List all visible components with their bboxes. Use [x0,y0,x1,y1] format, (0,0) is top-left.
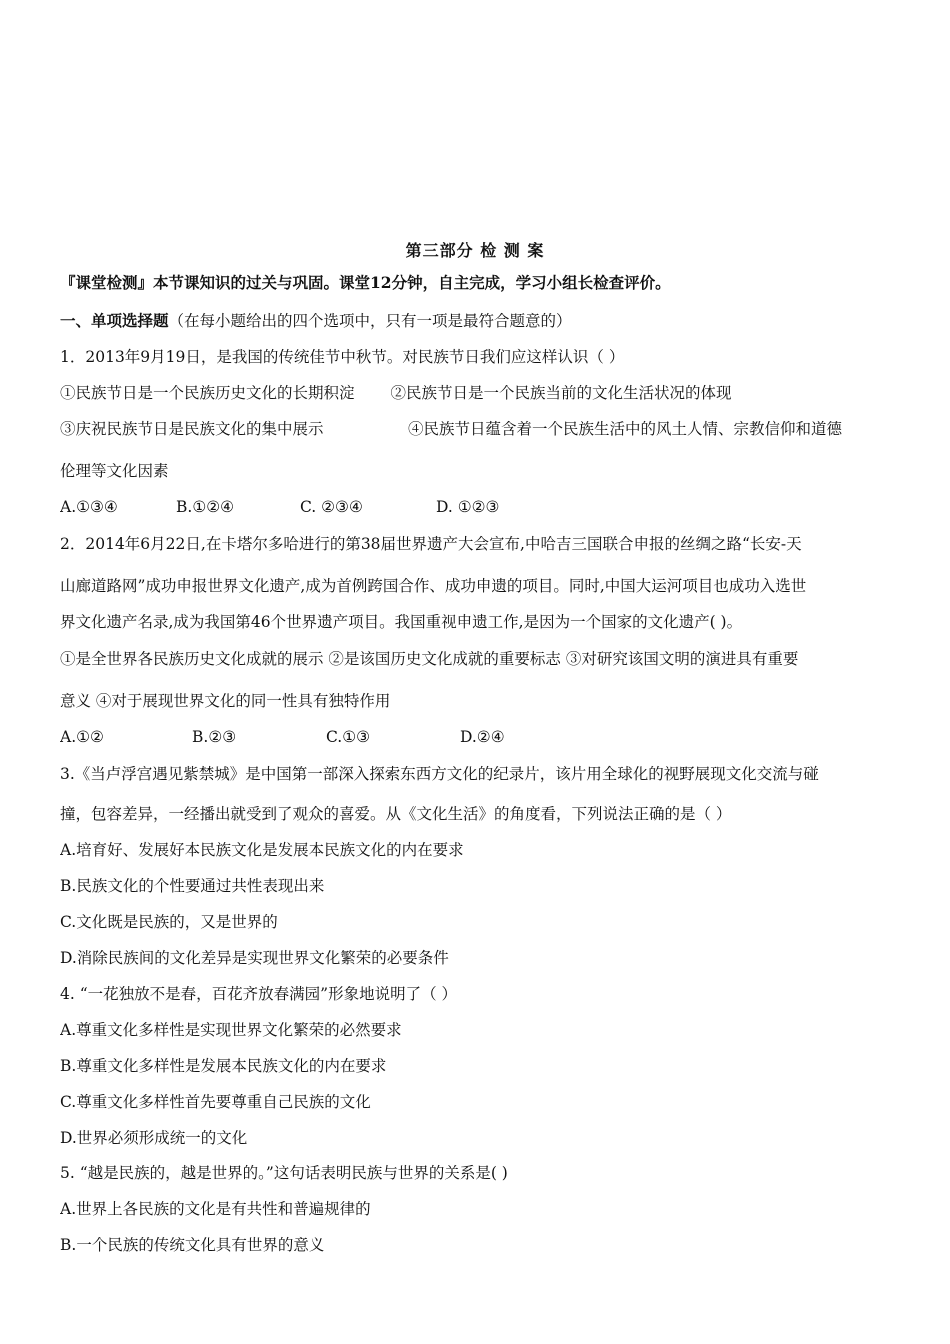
q1-statement-row [60,382,892,404]
q5-option-b: B.一个民族的传统文化具有世界的意义 [60,1236,325,1254]
q2-stem-line-1: 2．2014年6月22日,在卡塔尔多哈进行的第38届世界遗产大会宣布,中哈吉三国联合申报的丝绸之路“长安-天 [60,535,802,553]
q4-stem: 4. “一花独放不是春，百花齐放春满园”形象地说明了（ ） [60,985,457,1003]
q2-option-a: A.①② [60,728,104,746]
q4-option-c: C.尊重文化多样性首先要尊重自己民族的文化 [60,1093,371,1111]
q1-statement-3: ③庆祝民族节日是民族文化的集中展示 [60,420,324,438]
intro-text: 『课堂检测』本节课知识的过关与巩固。课堂12分钟，自主完成，学习小组长检查评价。 [60,273,671,292]
q3-option-c: C.文化既是民族的，又是世界的 [60,913,278,931]
q4-option-b: B.尊重文化多样性是发展本民族文化的内在要求 [60,1057,387,1075]
q3-stem-line-1: 3.《当卢浮宫遇见紫禁城》是中国第一部深入探索东西方文化的纪录片，该片用全球化的视野展现文化交流与碰 [60,765,819,783]
q1-statement-row [60,418,892,440]
q2-option-c: C.①③ [326,728,371,746]
q3-option-b: B.民族文化的个性要通过共性表现出来 [60,877,325,895]
q1-statement-4: ④民族节日蕴含着一个民族生活中的风土人情、宗教信仰和道德 [408,420,843,438]
q2-stem-line-3: 界文化遗产名录,成为我国第46个世界遗产项目。我国重视申遗工作,是因为一个国家的文化遗产( )。 [60,613,743,631]
q1-option-a: A.①③④ [60,498,118,516]
q2-option-d: D.②④ [460,728,505,746]
section-heading-line [60,310,892,332]
q1-stem: 1．2013年9月19日，是我国的传统佳节中秋节。对民族节日我们应这样认识（ ） [60,348,625,366]
q1-statement-1: ①民族节日是一个民族历史文化的长期积淀 [60,384,355,402]
section-heading: 一、单项选择题 [60,311,169,330]
q2-option-b: B.②③ [192,728,237,746]
q1-option-d: D. ①②③ [436,498,500,516]
q2-stem-line-2: 山廊道路网”成功申报世界文化遗产,成为首例跨国合作、成功申遗的项目。同时,中国大运河项目也成功入选世 [60,577,807,595]
q1-statement-4-cont: 伦理等文化因素 [60,462,169,480]
q2-options [60,726,892,748]
q1-statement-2: ②民族节日是一个民族当前的文化生活状况的体现 [390,384,732,402]
q5-option-a: A.世界上各民族的文化是有共性和普遍规律的 [60,1200,371,1218]
q4-option-d: D.世界必须形成统一的文化 [60,1129,248,1147]
page-title: 第三部分 检 测 案 [405,241,545,260]
q2-statements: ①是全世界各民族历史文化成就的展示 ②是该国历史文化成就的重要标志 ③对研究该国文明的演进具有重要 [60,650,799,668]
q1-option-c: C. ②③④ [300,498,363,516]
section-note: （在每小题给出的四个选项中，只有一项是最符合题意的） [168,312,572,330]
q3-option-d: D.消除民族间的文化差异是实现世界文化繁荣的必要条件 [60,949,449,967]
q3-option-a: A.培育好、发展好本民族文化是发展本民族文化的内在要求 [60,841,464,859]
q1-options [60,496,892,518]
q2-statements-cont: 意义 ④对于展现世界文化的同一性具有独特作用 [60,692,391,710]
q4-option-a: A.尊重文化多样性是实现世界文化繁荣的必然要求 [60,1021,402,1039]
q1-option-b: B.①②④ [176,498,235,516]
q5-stem: 5. “越是民族的，越是世界的。”这句话表明民族与世界的关系是( ) [60,1164,508,1182]
q3-stem-line-2: 撞，包容差异，一经播出就受到了观众的喜爱。从《文化生活》的角度看，下列说法正确的是（ ） [60,805,732,823]
